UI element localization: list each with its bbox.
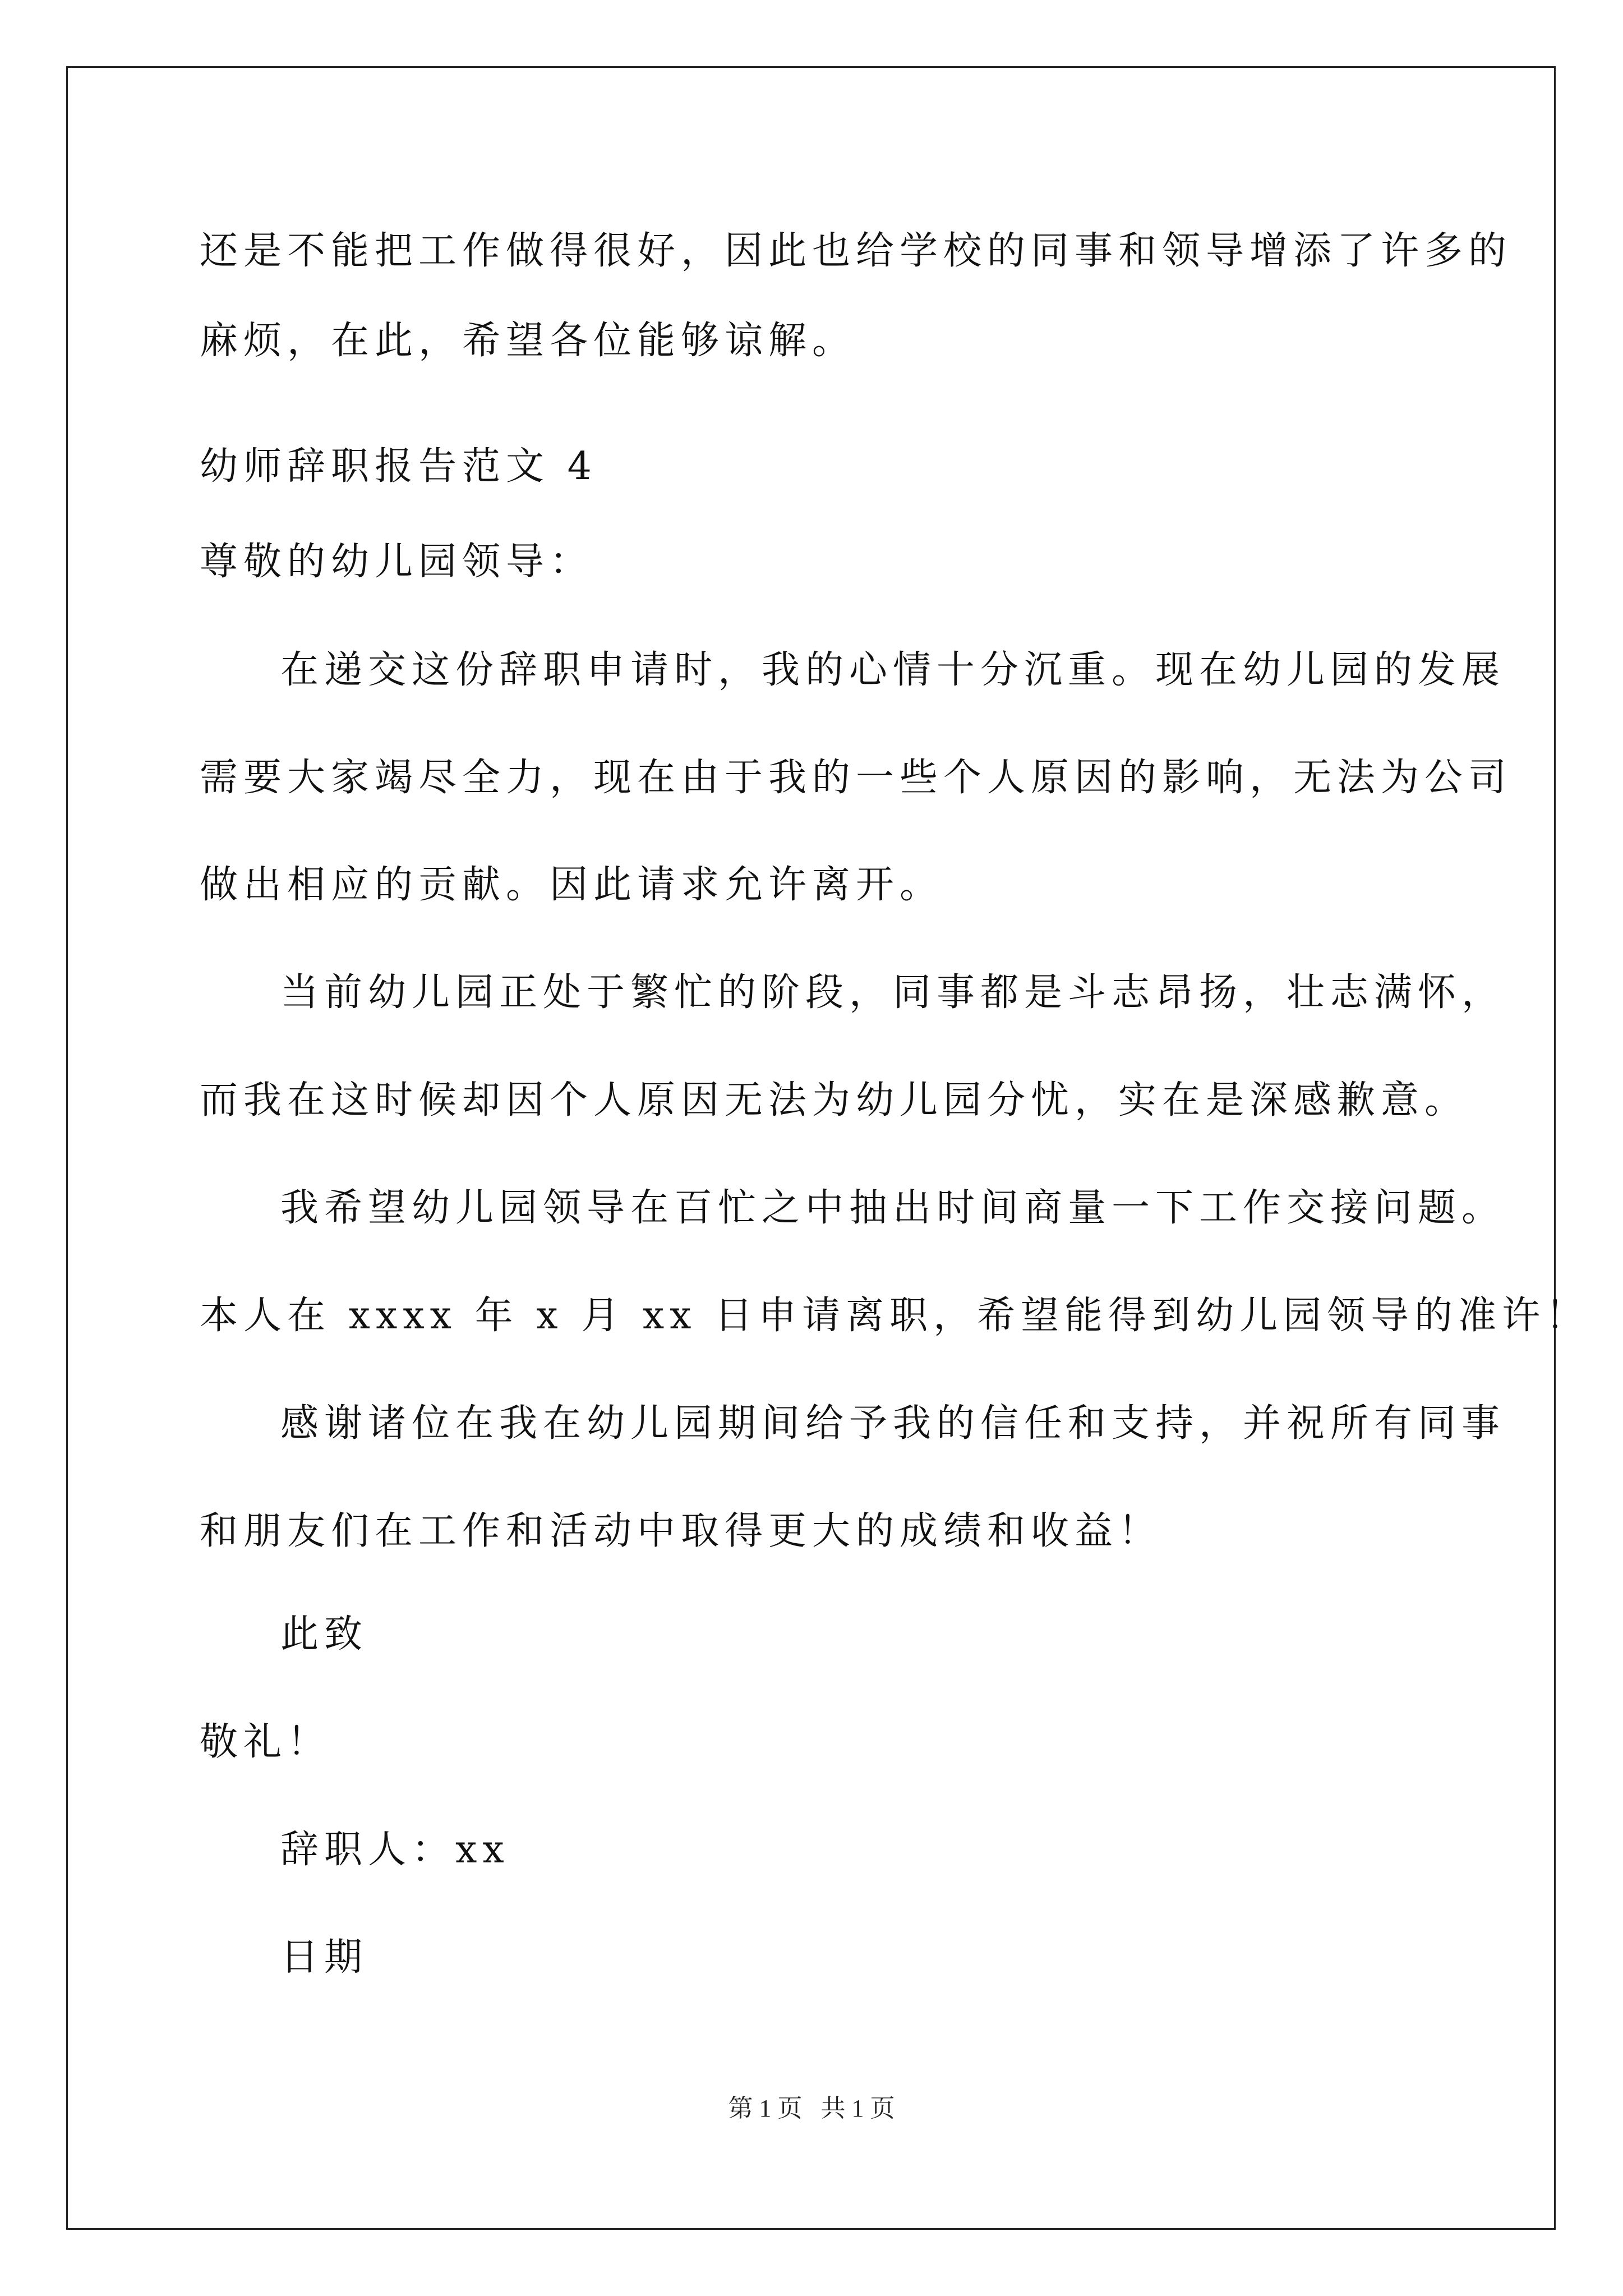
paragraph-line: 本人在 xxxx 年 x 月 xx 日申请离职，希望能得到幼儿园领导的准许！ (200, 1294, 1590, 1338)
closing-line: 此致 (280, 1612, 368, 1657)
closing-salute: 敬礼！ (200, 1720, 331, 1764)
paragraph-line: 我希望幼儿园领导在百忙之中抽出时间商量一下工作交接问题。 (280, 1186, 1506, 1230)
paragraph-line: 在递交这份辞职申请时，我的心情十分沉重。现在幼儿园的发展 (280, 648, 1506, 692)
page-footer: 第 1 页 共 1 页 (728, 2095, 895, 2122)
body-line: 还是不能把工作做得很好，因此也给学校的同事和领导增添了许多的 (200, 229, 1513, 273)
page-border (66, 66, 1556, 2230)
body-line: 麻烦，在此，希望各位能够谅解。 (200, 319, 856, 363)
paragraph-line: 做出相应的贡献。因此请求允许离开。 (200, 863, 944, 907)
paragraph-line: 需要大家竭尽全力，现在由于我的一些个人原因的影响，无法为公司 (200, 756, 1513, 800)
paragraph-line: 感谢诸位在我在幼儿园期间给予我的信任和支持，并祝所有同事 (280, 1401, 1506, 1446)
paragraph-line: 而我在这时候却因个人原因无法为幼儿园分忧，实在是深感歉意。 (200, 1078, 1469, 1122)
date-line: 日期 (280, 1935, 368, 1980)
section-title: 幼师辞职报告范文 4 (200, 444, 597, 489)
paragraph-line: 当前幼儿园正处于繁忙的阶段，同事都是斗志昂扬，壮志满怀， (280, 970, 1506, 1015)
paragraph-line: 和朋友们在工作和活动中取得更大的成绩和收益！ (200, 1509, 1163, 1553)
salutation: 尊敬的幼儿园领导： (200, 540, 594, 584)
signature-line: 辞职人：xx (280, 1828, 510, 1872)
